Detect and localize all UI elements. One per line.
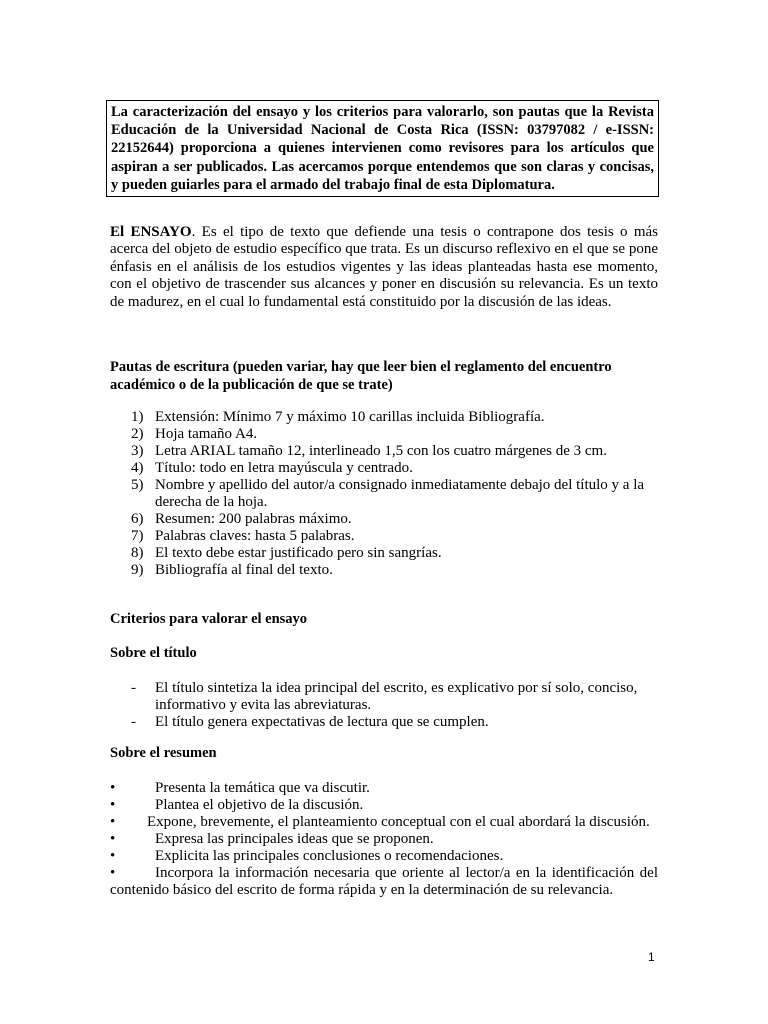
list-text: El texto debe estar justificado pero sin sangrías. [155,545,442,561]
list-text: Extensión: Mínimo 7 y máximo 10 carillas incluida Bibliografía. [155,409,545,425]
titulo-list [110,680,658,731]
list-item [110,831,658,848]
list-item [110,714,658,731]
list-text: Expone, brevemente, el planteamiento conceptual con el cual abordará la discusión. [147,814,650,830]
bullet-marker: • [110,814,116,830]
list-number: 4) [131,460,144,476]
criterios-heading: Criterios para valorar el ensayo [110,611,308,627]
ensayo-paragraph [110,224,658,311]
list-item [110,545,658,562]
titulo-heading: Sobre el título [110,645,197,661]
list-text: Hoja tamaño A4. [155,426,258,442]
list-text: Nombre y apellido del autor/a consignado inmediatamente debajo del título y a la derecha de la hoja. [155,477,645,510]
list-text: Explicita las principales conclusiones o recomendaciones. [155,848,504,864]
bullet-marker: • [110,797,116,813]
list-item [110,511,658,528]
list-item [110,443,658,460]
list-item [110,409,658,426]
list-text: Incorpora la información necesaria que oriente al lector/a en la identificación del contenido básico del escrito de forma rápida y en la determinación de su relevancia. [110,865,658,898]
list-number: 6) [131,511,144,527]
intro-box: La caracterización del ensayo y los criterios para valorarlo, son pautas que la Revista Educación de la Universidad Nacional de Costa Rica (ISSN: 03797082 / e-ISSN: 22152644) proporciona a quienes intervienen como revisores para los artículos que aspiran a ser publicados. Las acercamos porque entendemos que son claras y concisas, y pueden guiarles para el armado del trabajo final de esta Diplomatura. [106,100,659,197]
list-text: Expresa las principales ideas que se proponen. [155,831,434,847]
list-text: Plantea el objetivo de la discusión. [155,797,364,813]
resumen-heading: Sobre el resumen [110,745,217,761]
list-item [110,528,658,545]
list-number: 5) [131,477,144,493]
list-item [110,562,658,579]
page-number: 1 [648,950,655,964]
list-text: Bibliografía al final del texto. [155,562,333,578]
bullet-marker: • [110,848,116,864]
ensayo-definition: . Es el tipo de texto que defiende una tesis o contrapone dos tesis o más acerca del objeto de estudio específico que trata. Es un discurso reflexivo en el que se pone énfasis en el análisis de los estudios vigentes y las ideas planteadas hasta ese momento, con el objetivo de trascender sus alcances y poner en discusión su relevancia. Es un texto de madurez, en el cual lo fundamental está constituido por la discusión de las ideas. [110,224,659,310]
list-text: Título: todo en letra mayúscula y centrado. [155,460,413,476]
list-item [110,780,658,797]
bullet-marker: • [110,780,116,796]
list-item [110,426,658,443]
list-text: Presenta la temática que va discutir. [155,780,370,796]
bullet-marker: • [110,865,116,881]
ensayo-term: El ENSAYO [110,224,192,240]
list-number: 3) [131,443,144,459]
resumen-list [110,780,658,899]
dash-marker: - [131,714,136,730]
list-text: Letra ARIAL tamaño 12, interlineado 1,5 con los cuatro márgenes de 3 cm. [155,443,607,459]
list-item [110,477,658,511]
bullet-marker: • [110,831,116,847]
list-number: 7) [131,528,144,544]
list-text: El título genera expectativas de lectura que se cumplen. [155,714,489,730]
list-number: 8) [131,545,144,561]
list-text: Resumen: 200 palabras máximo. [155,511,352,527]
list-item [110,797,658,814]
list-text: Palabras claves: hasta 5 palabras. [155,528,355,544]
list-number: 1) [131,409,144,425]
list-item [110,680,658,714]
list-item [110,460,658,477]
dash-marker: - [131,680,136,696]
list-number: 2) [131,426,144,442]
list-number: 9) [131,562,144,578]
list-item [110,814,658,831]
pautas-list [110,409,658,579]
pautas-heading: Pautas de escritura (pueden variar, hay que leer bien el reglamento del encuentro académico o de la publicación de que se trate) [110,359,612,393]
list-item [110,848,658,865]
list-item [110,865,658,899]
list-text: El título sintetiza la idea principal del escrito, es explicativo por sí solo, conciso, informativo y evita las abreviaturas. [155,680,638,713]
